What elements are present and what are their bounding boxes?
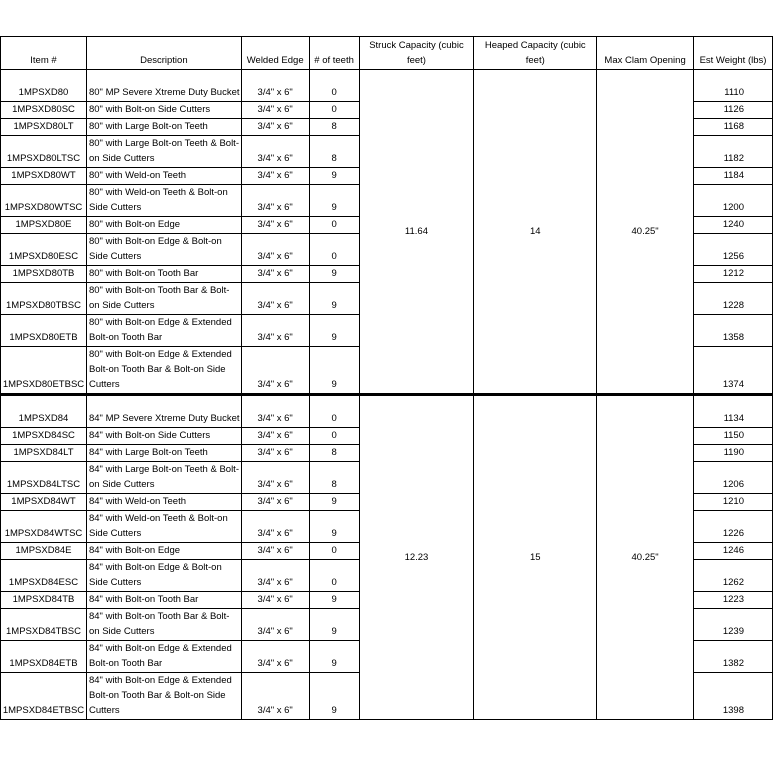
item-number-cell: 1MPSXD80TB [1,266,87,283]
description-cell: 80" with Large Bolt-on Teeth [86,119,241,136]
welded-edge-cell: 3/4" x 6" [241,136,309,168]
welded-edge-cell: 3/4" x 6" [241,217,309,234]
welded-edge-cell: 3/4" x 6" [241,119,309,136]
teeth-count-cell: 0 [309,395,359,428]
teeth-count-cell: 9 [309,609,359,641]
description-cell: 84" MP Severe Xtreme Duty Bucket [86,395,241,428]
header-struck-capacity: Struck Capacity (cubic feet) [359,37,474,70]
description-cell: 80" with Weld-on Teeth & Bolt-on Side Cutters [86,185,241,217]
teeth-count-cell: 0 [309,428,359,445]
est-weight-cell: 1256 [694,234,773,266]
teeth-count-cell: 0 [309,70,359,102]
welded-edge-cell: 3/4" x 6" [241,185,309,217]
est-weight-cell: 1190 [694,445,773,462]
est-weight-cell: 1382 [694,641,773,673]
header-max-clam-opening: Max Clam Opening [597,37,694,70]
est-weight-cell: 1150 [694,428,773,445]
est-weight-cell: 1168 [694,119,773,136]
header-item: Item # [1,37,87,70]
welded-edge-cell: 3/4" x 6" [241,395,309,428]
description-cell: 80" with Weld-on Teeth [86,168,241,185]
description-cell: 84" with Bolt-on Side Cutters [86,428,241,445]
item-number-cell: 1MPSXD84ETBSC [1,673,87,720]
est-weight-cell: 1398 [694,673,773,720]
est-weight-cell: 1210 [694,494,773,511]
item-number-cell: 1MPSXD80LTSC [1,136,87,168]
item-number-cell: 1MPSXD80ETBSC [1,347,87,395]
welded-edge-cell: 3/4" x 6" [241,347,309,395]
teeth-count-cell: 9 [309,315,359,347]
max-clam-opening-cell: 40.25" [597,70,694,395]
teeth-count-cell: 0 [309,217,359,234]
est-weight-cell: 1226 [694,511,773,543]
item-number-cell: 1MPSXD80E [1,217,87,234]
description-cell: 84" with Bolt-on Tooth Bar & Bolt-on Side Cutters [86,609,241,641]
teeth-count-cell: 8 [309,136,359,168]
header-description: Description [86,37,241,70]
bucket-spec-table [0,36,773,720]
description-cell: 84" with Weld-on Teeth & Bolt-on Side Cutters [86,511,241,543]
welded-edge-cell: 3/4" x 6" [241,592,309,609]
description-cell: 84" with Bolt-on Edge & Extended Bolt-on Tooth Bar & Bolt-on Side Cutters [86,673,241,720]
est-weight-cell: 1239 [694,609,773,641]
welded-edge-cell: 3/4" x 6" [241,445,309,462]
est-weight-cell: 1110 [694,70,773,102]
struck-capacity-cell: 11.64 [359,70,474,395]
description-cell: 80" with Bolt-on Edge & Extended Bolt-on Tooth Bar & Bolt-on Side Cutters [86,347,241,395]
est-weight-cell: 1223 [694,592,773,609]
teeth-count-cell: 0 [309,234,359,266]
welded-edge-cell: 3/4" x 6" [241,560,309,592]
welded-edge-cell: 3/4" x 6" [241,462,309,494]
teeth-count-cell: 9 [309,673,359,720]
teeth-count-cell: 8 [309,445,359,462]
teeth-count-cell: 9 [309,266,359,283]
est-weight-cell: 1228 [694,283,773,315]
description-cell: 80" with Bolt-on Edge [86,217,241,234]
struck-capacity-cell: 12.23 [359,395,474,720]
heaped-capacity-cell: 14 [474,70,597,395]
est-weight-cell: 1184 [694,168,773,185]
teeth-count-cell: 8 [309,119,359,136]
est-weight-cell: 1206 [694,462,773,494]
item-number-cell: 1MPSXD84TB [1,592,87,609]
est-weight-cell: 1212 [694,266,773,283]
welded-edge-cell: 3/4" x 6" [241,234,309,266]
est-weight-cell: 1358 [694,315,773,347]
welded-edge-cell: 3/4" x 6" [241,70,309,102]
item-number-cell: 1MPSXD80SC [1,102,87,119]
max-clam-opening-cell: 40.25" [597,395,694,720]
teeth-count-cell: 9 [309,185,359,217]
welded-edge-cell: 3/4" x 6" [241,494,309,511]
description-cell: 84" with Bolt-on Edge & Extended Bolt-on Tooth Bar [86,641,241,673]
description-cell: 80" MP Severe Xtreme Duty Bucket [86,70,241,102]
est-weight-cell: 1262 [694,560,773,592]
welded-edge-cell: 3/4" x 6" [241,428,309,445]
table-row [1,70,773,102]
teeth-count-cell: 9 [309,347,359,395]
est-weight-cell: 1246 [694,543,773,560]
est-weight-cell: 1182 [694,136,773,168]
est-weight-cell: 1240 [694,217,773,234]
description-cell: 80" with Bolt-on Tooth Bar & Bolt-on Side Cutters [86,283,241,315]
teeth-count-cell: 8 [309,462,359,494]
teeth-count-cell: 9 [309,283,359,315]
table-row [1,395,773,428]
teeth-count-cell: 0 [309,543,359,560]
header-heaped-capacity: Heaped Capacity (cubic feet) [474,37,597,70]
item-number-cell: 1MPSXD84LTSC [1,462,87,494]
item-number-cell: 1MPSXD84ETB [1,641,87,673]
description-cell: 84" with Bolt-on Tooth Bar [86,592,241,609]
item-number-cell: 1MPSXD84LT [1,445,87,462]
est-weight-cell: 1374 [694,347,773,395]
item-number-cell: 1MPSXD84TBSC [1,609,87,641]
teeth-count-cell: 9 [309,494,359,511]
teeth-count-cell: 0 [309,102,359,119]
description-cell: 84" with Large Bolt-on Teeth & Bolt-on Side Cutters [86,462,241,494]
welded-edge-cell: 3/4" x 6" [241,609,309,641]
welded-edge-cell: 3/4" x 6" [241,102,309,119]
header-welded-edge: Welded Edge [241,37,309,70]
heaped-capacity-cell: 15 [474,395,597,720]
welded-edge-cell: 3/4" x 6" [241,511,309,543]
item-number-cell: 1MPSXD84E [1,543,87,560]
description-cell: 84" with Bolt-on Edge & Bolt-on Side Cutters [86,560,241,592]
description-cell: 80" with Large Bolt-on Teeth & Bolt-on Side Cutters [86,136,241,168]
teeth-count-cell: 9 [309,592,359,609]
bucket-group-84 [1,395,773,720]
welded-edge-cell: 3/4" x 6" [241,543,309,560]
description-cell: 84" with Weld-on Teeth [86,494,241,511]
item-number-cell: 1MPSXD84 [1,395,87,428]
description-cell: 80" with Bolt-on Side Cutters [86,102,241,119]
welded-edge-cell: 3/4" x 6" [241,641,309,673]
bucket-group-80 [1,70,773,395]
item-number-cell: 1MPSXD84WTSC [1,511,87,543]
item-number-cell: 1MPSXD80WTSC [1,185,87,217]
item-number-cell: 1MPSXD84ESC [1,560,87,592]
description-cell: 84" with Large Bolt-on Teeth [86,445,241,462]
welded-edge-cell: 3/4" x 6" [241,266,309,283]
est-weight-cell: 1126 [694,102,773,119]
item-number-cell: 1MPSXD80LT [1,119,87,136]
est-weight-cell: 1134 [694,395,773,428]
welded-edge-cell: 3/4" x 6" [241,315,309,347]
teeth-count-cell: 0 [309,560,359,592]
description-cell: 80" with Bolt-on Edge & Bolt-on Side Cutters [86,234,241,266]
item-number-cell: 1MPSXD80TBSC [1,283,87,315]
header-teeth: # of teeth [309,37,359,70]
item-number-cell: 1MPSXD80ESC [1,234,87,266]
teeth-count-cell: 9 [309,511,359,543]
item-number-cell: 1MPSXD84WT [1,494,87,511]
item-number-cell: 1MPSXD80 [1,70,87,102]
item-number-cell: 1MPSXD80WT [1,168,87,185]
welded-edge-cell: 3/4" x 6" [241,168,309,185]
welded-edge-cell: 3/4" x 6" [241,673,309,720]
teeth-count-cell: 9 [309,168,359,185]
description-cell: 80" with Bolt-on Tooth Bar [86,266,241,283]
header-est-weight: Est Weight (lbs) [694,37,773,70]
description-cell: 80" with Bolt-on Edge & Extended Bolt-on Tooth Bar [86,315,241,347]
item-number-cell: 1MPSXD80ETB [1,315,87,347]
est-weight-cell: 1200 [694,185,773,217]
welded-edge-cell: 3/4" x 6" [241,283,309,315]
description-cell: 84" with Bolt-on Edge [86,543,241,560]
teeth-count-cell: 9 [309,641,359,673]
item-number-cell: 1MPSXD84SC [1,428,87,445]
